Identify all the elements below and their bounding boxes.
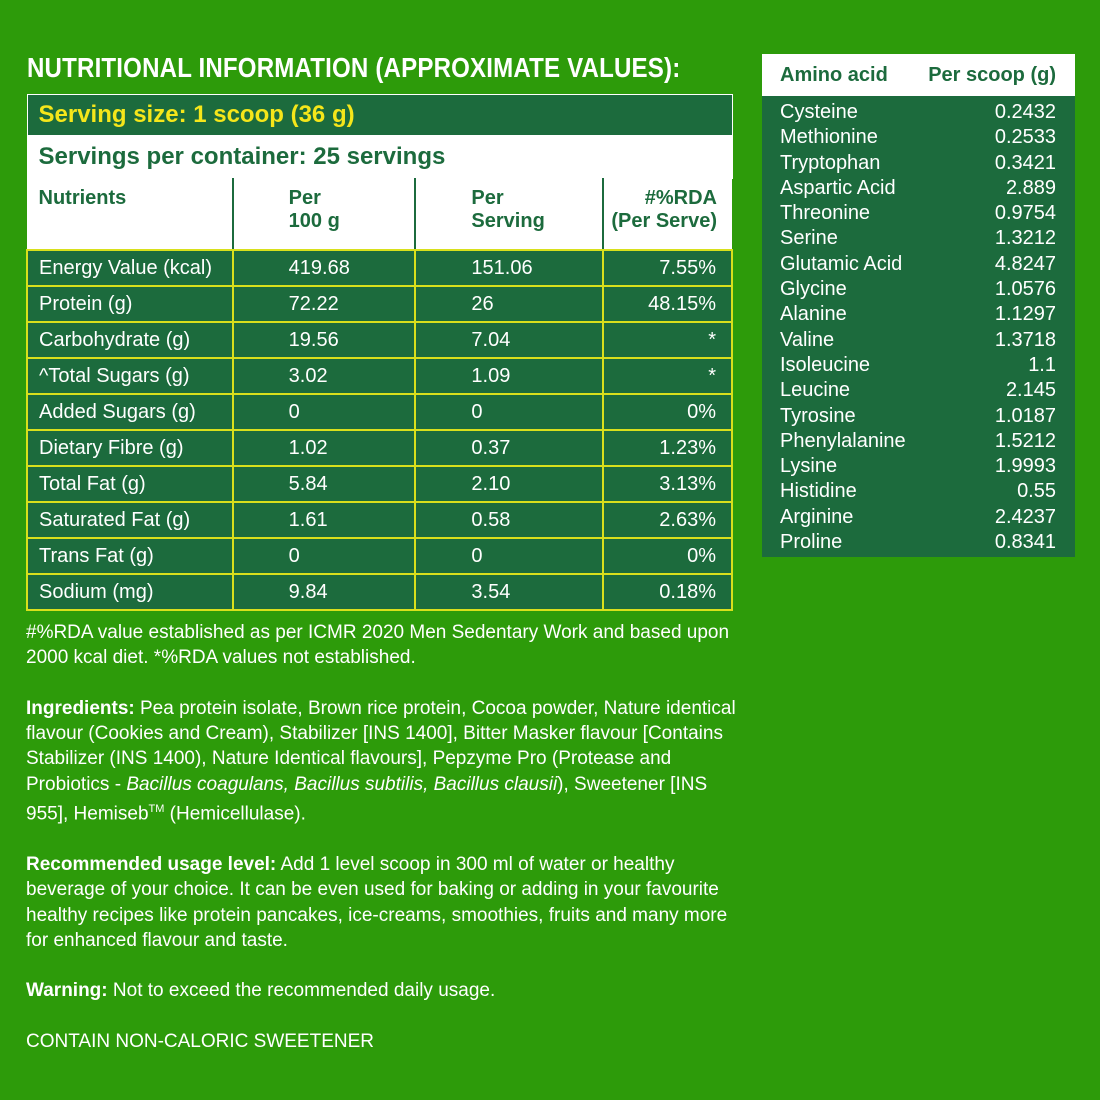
amino-value: 1.9993 bbox=[994, 455, 1056, 478]
amino-value: 0.55 bbox=[1017, 480, 1056, 503]
amino-name: Lysine bbox=[780, 455, 838, 478]
nutrition-row bbox=[27, 250, 732, 286]
amino-row bbox=[762, 404, 1075, 429]
amino-name: Isoleucine bbox=[780, 353, 871, 376]
per-serving-value: 3.54 bbox=[415, 574, 602, 610]
amino-row bbox=[762, 530, 1075, 555]
amino-name: Proline bbox=[780, 531, 843, 554]
amino-value: 1.0187 bbox=[994, 404, 1056, 427]
notes-section bbox=[26, 620, 736, 1080]
amino-name: Leucine bbox=[780, 379, 851, 402]
servings-per-container: Servings per container: 25 servings bbox=[27, 136, 732, 179]
amino-name: Tyrosine bbox=[780, 404, 856, 427]
rda-value: 2.63% bbox=[603, 502, 732, 538]
amino-value: 2.889 bbox=[1005, 176, 1056, 199]
amino-name: Phenylalanine bbox=[780, 429, 906, 452]
nutrition-row bbox=[27, 538, 732, 574]
amino-name: Glycine bbox=[780, 278, 847, 301]
amino-row bbox=[762, 125, 1075, 150]
amino-row bbox=[762, 151, 1075, 176]
nutrition-row bbox=[27, 394, 732, 430]
amino-name: Alanine bbox=[780, 303, 847, 326]
per-100g-value: 5.84 bbox=[233, 466, 416, 502]
warning-label: Warning: bbox=[26, 980, 108, 1002]
amino-row bbox=[762, 252, 1075, 277]
amino-value: 1.5212 bbox=[994, 429, 1056, 452]
amino-name: Histidine bbox=[780, 480, 857, 503]
nutrition-row bbox=[27, 502, 732, 538]
amino-value: 2.4237 bbox=[994, 505, 1056, 528]
amino-row bbox=[762, 479, 1075, 504]
rda-value: 48.15% bbox=[603, 286, 732, 322]
amino-name: Arginine bbox=[780, 505, 854, 528]
per-100g-value: 419.68 bbox=[233, 250, 416, 286]
nutrition-row bbox=[27, 322, 732, 358]
per-100g-value: 3.02 bbox=[233, 358, 416, 394]
amino-name: Serine bbox=[780, 227, 838, 250]
rda-value: * bbox=[603, 358, 732, 394]
amino-value: 1.0576 bbox=[994, 278, 1056, 301]
nutrition-row bbox=[27, 574, 732, 610]
amino-name: Valine bbox=[780, 328, 835, 351]
amino-name: Tryptophan bbox=[780, 151, 881, 174]
usage: Recommended usage level: Add 1 level scoop in 300 ml of water or healthy beverage of your choice. It can be even used for baking or adding in your favourite healthy recipes like protein pancakes, ice-creams, smoothies, fruits and many more for enhanced flavour and taste. bbox=[26, 854, 728, 951]
nutrition-row bbox=[27, 358, 732, 394]
page-title: NUTRITIONAL INFORMATION (APPROXIMATE VALUES): bbox=[27, 52, 681, 83]
per-100g-value: 0 bbox=[233, 538, 416, 574]
rda-value: * bbox=[603, 322, 732, 358]
amino-value: 0.8341 bbox=[994, 531, 1056, 554]
amino-row bbox=[762, 201, 1075, 226]
amino-name: Cysteine bbox=[780, 101, 858, 123]
nutrient-name: Sodium (mg) bbox=[27, 574, 233, 610]
nutrient-name: Total Fat (g) bbox=[27, 466, 233, 502]
amino-value: 0.9754 bbox=[994, 202, 1056, 225]
servings-per-container-row bbox=[27, 136, 732, 179]
nutrition-row bbox=[27, 286, 732, 322]
per-serving-value: 2.10 bbox=[415, 466, 602, 502]
amino-row bbox=[762, 328, 1075, 353]
serving-size: Serving size: 1 scoop (36 g) bbox=[27, 95, 732, 136]
ingredients-label: Ingredients: bbox=[26, 697, 135, 719]
amino-row bbox=[762, 378, 1075, 403]
amino-row bbox=[762, 353, 1075, 378]
amino-row bbox=[762, 302, 1075, 327]
amino-header-value: Per scoop (g) bbox=[928, 63, 1056, 86]
nutrition-row bbox=[27, 466, 732, 502]
nutrition-row bbox=[27, 430, 732, 466]
amino-row bbox=[762, 277, 1075, 302]
amino-value: 0.3421 bbox=[994, 151, 1056, 174]
amino-name: Glutamic Acid bbox=[780, 252, 903, 275]
per-100g-value: 19.56 bbox=[233, 322, 416, 358]
nutrition-table bbox=[26, 94, 733, 611]
ingredients: Ingredients: Pea protein isolate, Brown rice protein, Cocoa powder, Nature identical flavour (Cookies and Cream), Stabilizer [INS 1400], Bitter Masker flavour [Contains Stabilizer (INS 1400), Nature Identical flavours], Pepzyme Pro (Protease and Probiotics - Bacillus coagulans, Bacillus subtilis, Bacillus clausii), Sweetener [INS 955], Hemiseb™ (Hemicellulase). bbox=[26, 697, 736, 825]
amino-row bbox=[762, 176, 1075, 201]
nutrition-header-row bbox=[27, 179, 732, 251]
amino-value: 1.1297 bbox=[994, 303, 1056, 326]
per-serving-value: 0.37 bbox=[415, 430, 602, 466]
nutrient-name: Carbohydrate (g) bbox=[27, 322, 233, 358]
per-serving-value: 1.09 bbox=[415, 358, 602, 394]
amino-value: 0.2533 bbox=[994, 126, 1056, 149]
per-100g-value: 72.22 bbox=[233, 286, 416, 322]
amino-list bbox=[762, 96, 1075, 555]
nutrient-name: Trans Fat (g) bbox=[27, 538, 233, 574]
header-rda: #%RDA (Per Serve) bbox=[603, 179, 732, 251]
per-serving-value: 26 bbox=[415, 286, 602, 322]
amino-value: 1.3718 bbox=[994, 328, 1056, 351]
usage-label: Recommended usage level: bbox=[26, 854, 277, 875]
rda-value: 7.55% bbox=[603, 250, 732, 286]
amino-value: 1.3212 bbox=[994, 227, 1056, 250]
rda-value: 0% bbox=[603, 538, 732, 574]
amino-name: Threonine bbox=[780, 202, 871, 225]
per-serving-value: 7.04 bbox=[415, 322, 602, 358]
header-nutrients: Nutrients bbox=[27, 179, 233, 251]
header-per-100g: Per 100 g bbox=[233, 179, 416, 251]
nutrient-name: Energy Value (kcal) bbox=[27, 250, 233, 286]
amino-row bbox=[762, 226, 1075, 251]
per-100g-value: 9.84 bbox=[233, 574, 416, 610]
serving-size-row bbox=[27, 95, 732, 136]
rda-value: 0% bbox=[603, 394, 732, 430]
amino-value: 4.8247 bbox=[994, 252, 1056, 275]
per-serving-value: 0.58 bbox=[415, 502, 602, 538]
nutrient-name: Dietary Fibre (g) bbox=[27, 430, 233, 466]
amino-header-row bbox=[762, 54, 1075, 96]
nutrient-name: Added Sugars (g) bbox=[27, 394, 233, 430]
amino-acid-table bbox=[762, 54, 1075, 557]
amino-row bbox=[762, 100, 1075, 125]
per-serving-value: 0 bbox=[415, 538, 602, 574]
warning: Warning: Not to exceed the recommended daily usage. bbox=[26, 980, 496, 1002]
per-100g-value: 0 bbox=[233, 394, 416, 430]
nutrient-name: Protein (g) bbox=[27, 286, 233, 322]
amino-row bbox=[762, 454, 1075, 479]
nutrient-name: ^Total Sugars (g) bbox=[27, 358, 233, 394]
amino-name: Aspartic Acid bbox=[780, 176, 896, 199]
sweetener-note: CONTAIN NON-CALORIC SWEETENER bbox=[26, 1031, 375, 1053]
amino-value: 1.1 bbox=[1028, 353, 1056, 376]
amino-row bbox=[762, 505, 1075, 530]
amino-value: 2.145 bbox=[1005, 379, 1056, 402]
amino-row bbox=[762, 429, 1075, 454]
amino-header-name: Amino acid bbox=[780, 63, 888, 86]
amino-name: Methionine bbox=[780, 126, 878, 149]
rda-value: 3.13% bbox=[603, 466, 732, 502]
per-100g-value: 1.02 bbox=[233, 430, 416, 466]
per-serving-value: 151.06 bbox=[415, 250, 602, 286]
rda-value: 0.18% bbox=[603, 574, 732, 610]
per-100g-value: 1.61 bbox=[233, 502, 416, 538]
rda-value: 1.23% bbox=[603, 430, 732, 466]
amino-value: 0.2432 bbox=[994, 101, 1056, 123]
header-per-serving: Per Serving bbox=[415, 179, 602, 251]
per-serving-value: 0 bbox=[415, 394, 602, 430]
rda-note: #%RDA value established as per ICMR 2020 Men Sedentary Work and based upon 2000 kcal diet. *%RDA values not established. bbox=[26, 622, 730, 669]
nutrient-name: Saturated Fat (g) bbox=[27, 502, 233, 538]
